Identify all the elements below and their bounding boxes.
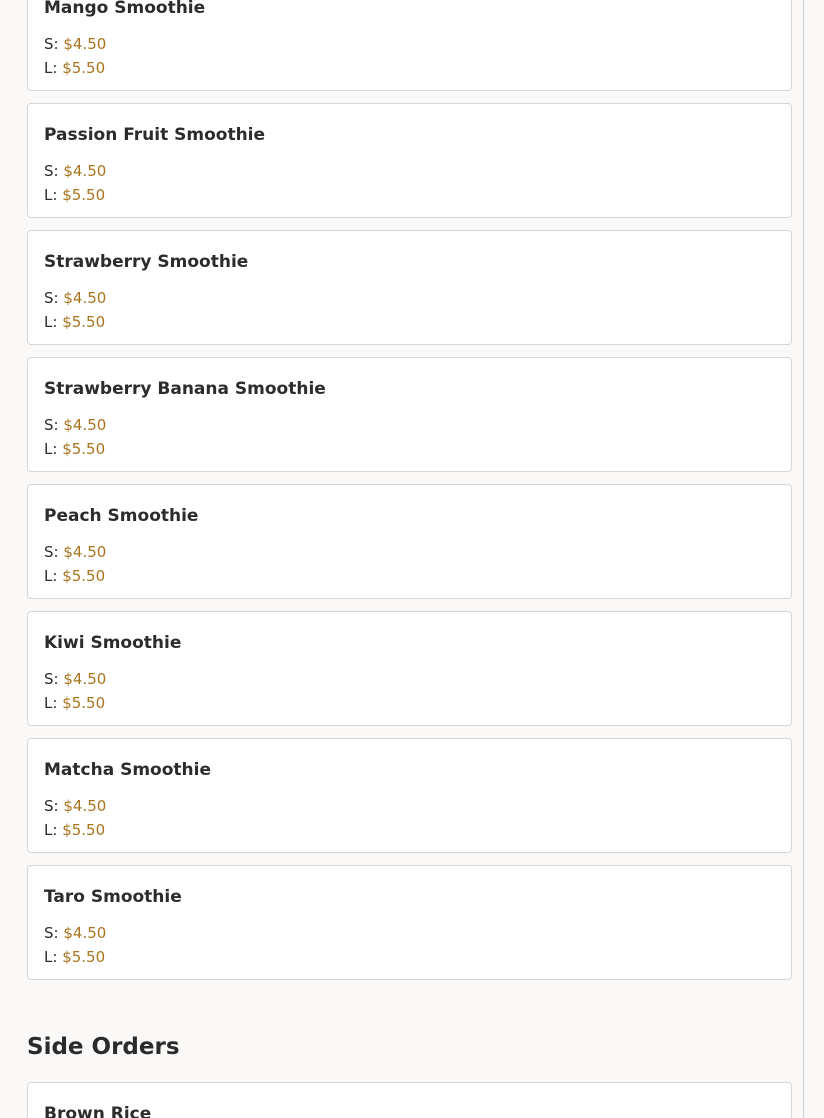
- size-label: S:: [44, 924, 59, 942]
- price-value: $4.50: [63, 924, 107, 942]
- item-name: Peach Smoothie: [44, 506, 199, 526]
- price-value: $5.50: [62, 948, 106, 966]
- menu-item-card[interactable]: [27, 103, 792, 218]
- item-name: Brown Rice: [44, 1104, 152, 1118]
- size-label: L:: [44, 186, 58, 204]
- item-name: Passion Fruit Smoothie: [44, 125, 266, 145]
- size-label: L:: [44, 821, 58, 839]
- large-price-line: [44, 183, 775, 207]
- large-price-line: [44, 437, 775, 461]
- small-price-line: [44, 413, 775, 437]
- price-value: $5.50: [62, 186, 106, 204]
- price-value: $4.50: [63, 543, 107, 561]
- menu-item-card[interactable]: [27, 611, 792, 726]
- size-label: S:: [44, 416, 59, 434]
- large-price-line: [44, 310, 775, 334]
- large-price-line: [44, 945, 775, 969]
- small-price-line: [44, 32, 775, 56]
- large-price-line: [44, 691, 775, 715]
- large-price-line: [44, 56, 775, 80]
- large-price-line: [44, 564, 775, 588]
- size-label: L:: [44, 313, 58, 331]
- section-heading-side-orders: Side Orders: [27, 1034, 180, 1060]
- size-label: S:: [44, 289, 59, 307]
- small-price-line: [44, 159, 775, 183]
- size-label: L:: [44, 694, 58, 712]
- price-value: $4.50: [63, 416, 107, 434]
- item-name: Strawberry Banana Smoothie: [44, 379, 326, 399]
- item-name: Strawberry Smoothie: [44, 252, 249, 272]
- menu-item-card[interactable]: [27, 865, 792, 980]
- price-value: $4.50: [63, 35, 107, 53]
- item-name: Taro Smoothie: [44, 887, 182, 907]
- price-value: $4.50: [63, 670, 107, 688]
- price-value: $5.50: [62, 440, 106, 458]
- price-value: $4.50: [63, 289, 107, 307]
- price-value: $5.50: [62, 567, 106, 585]
- item-name: Mango Smoothie: [44, 0, 206, 18]
- price-value: $4.50: [63, 162, 107, 180]
- item-name: Kiwi Smoothie: [44, 633, 182, 653]
- size-label: L:: [44, 440, 58, 458]
- size-label: L:: [44, 948, 58, 966]
- size-label: S:: [44, 162, 59, 180]
- small-price-line: [44, 540, 775, 564]
- menu-item-card[interactable]: [27, 1082, 792, 1118]
- size-label: L:: [44, 59, 58, 77]
- item-name: Matcha Smoothie: [44, 760, 211, 780]
- large-price-line: [44, 818, 775, 842]
- price-value: $4.50: [63, 797, 107, 815]
- small-price-line: [44, 794, 775, 818]
- size-label: S:: [44, 543, 59, 561]
- price-value: $5.50: [62, 313, 106, 331]
- price-value: $5.50: [62, 821, 106, 839]
- menu-item-card[interactable]: [27, 357, 792, 472]
- menu-item-card[interactable]: [27, 230, 792, 345]
- small-price-line: [44, 286, 775, 310]
- menu-content: [27, 0, 792, 1118]
- size-label: S:: [44, 35, 59, 53]
- menu-item-card[interactable]: [27, 484, 792, 599]
- small-price-line: [44, 921, 775, 945]
- size-label: S:: [44, 670, 59, 688]
- menu-item-card[interactable]: [27, 738, 792, 853]
- price-value: $5.50: [62, 694, 106, 712]
- size-label: L:: [44, 567, 58, 585]
- size-label: S:: [44, 797, 59, 815]
- small-price-line: [44, 667, 775, 691]
- menu-item-card[interactable]: [27, 0, 792, 91]
- price-value: $5.50: [62, 59, 106, 77]
